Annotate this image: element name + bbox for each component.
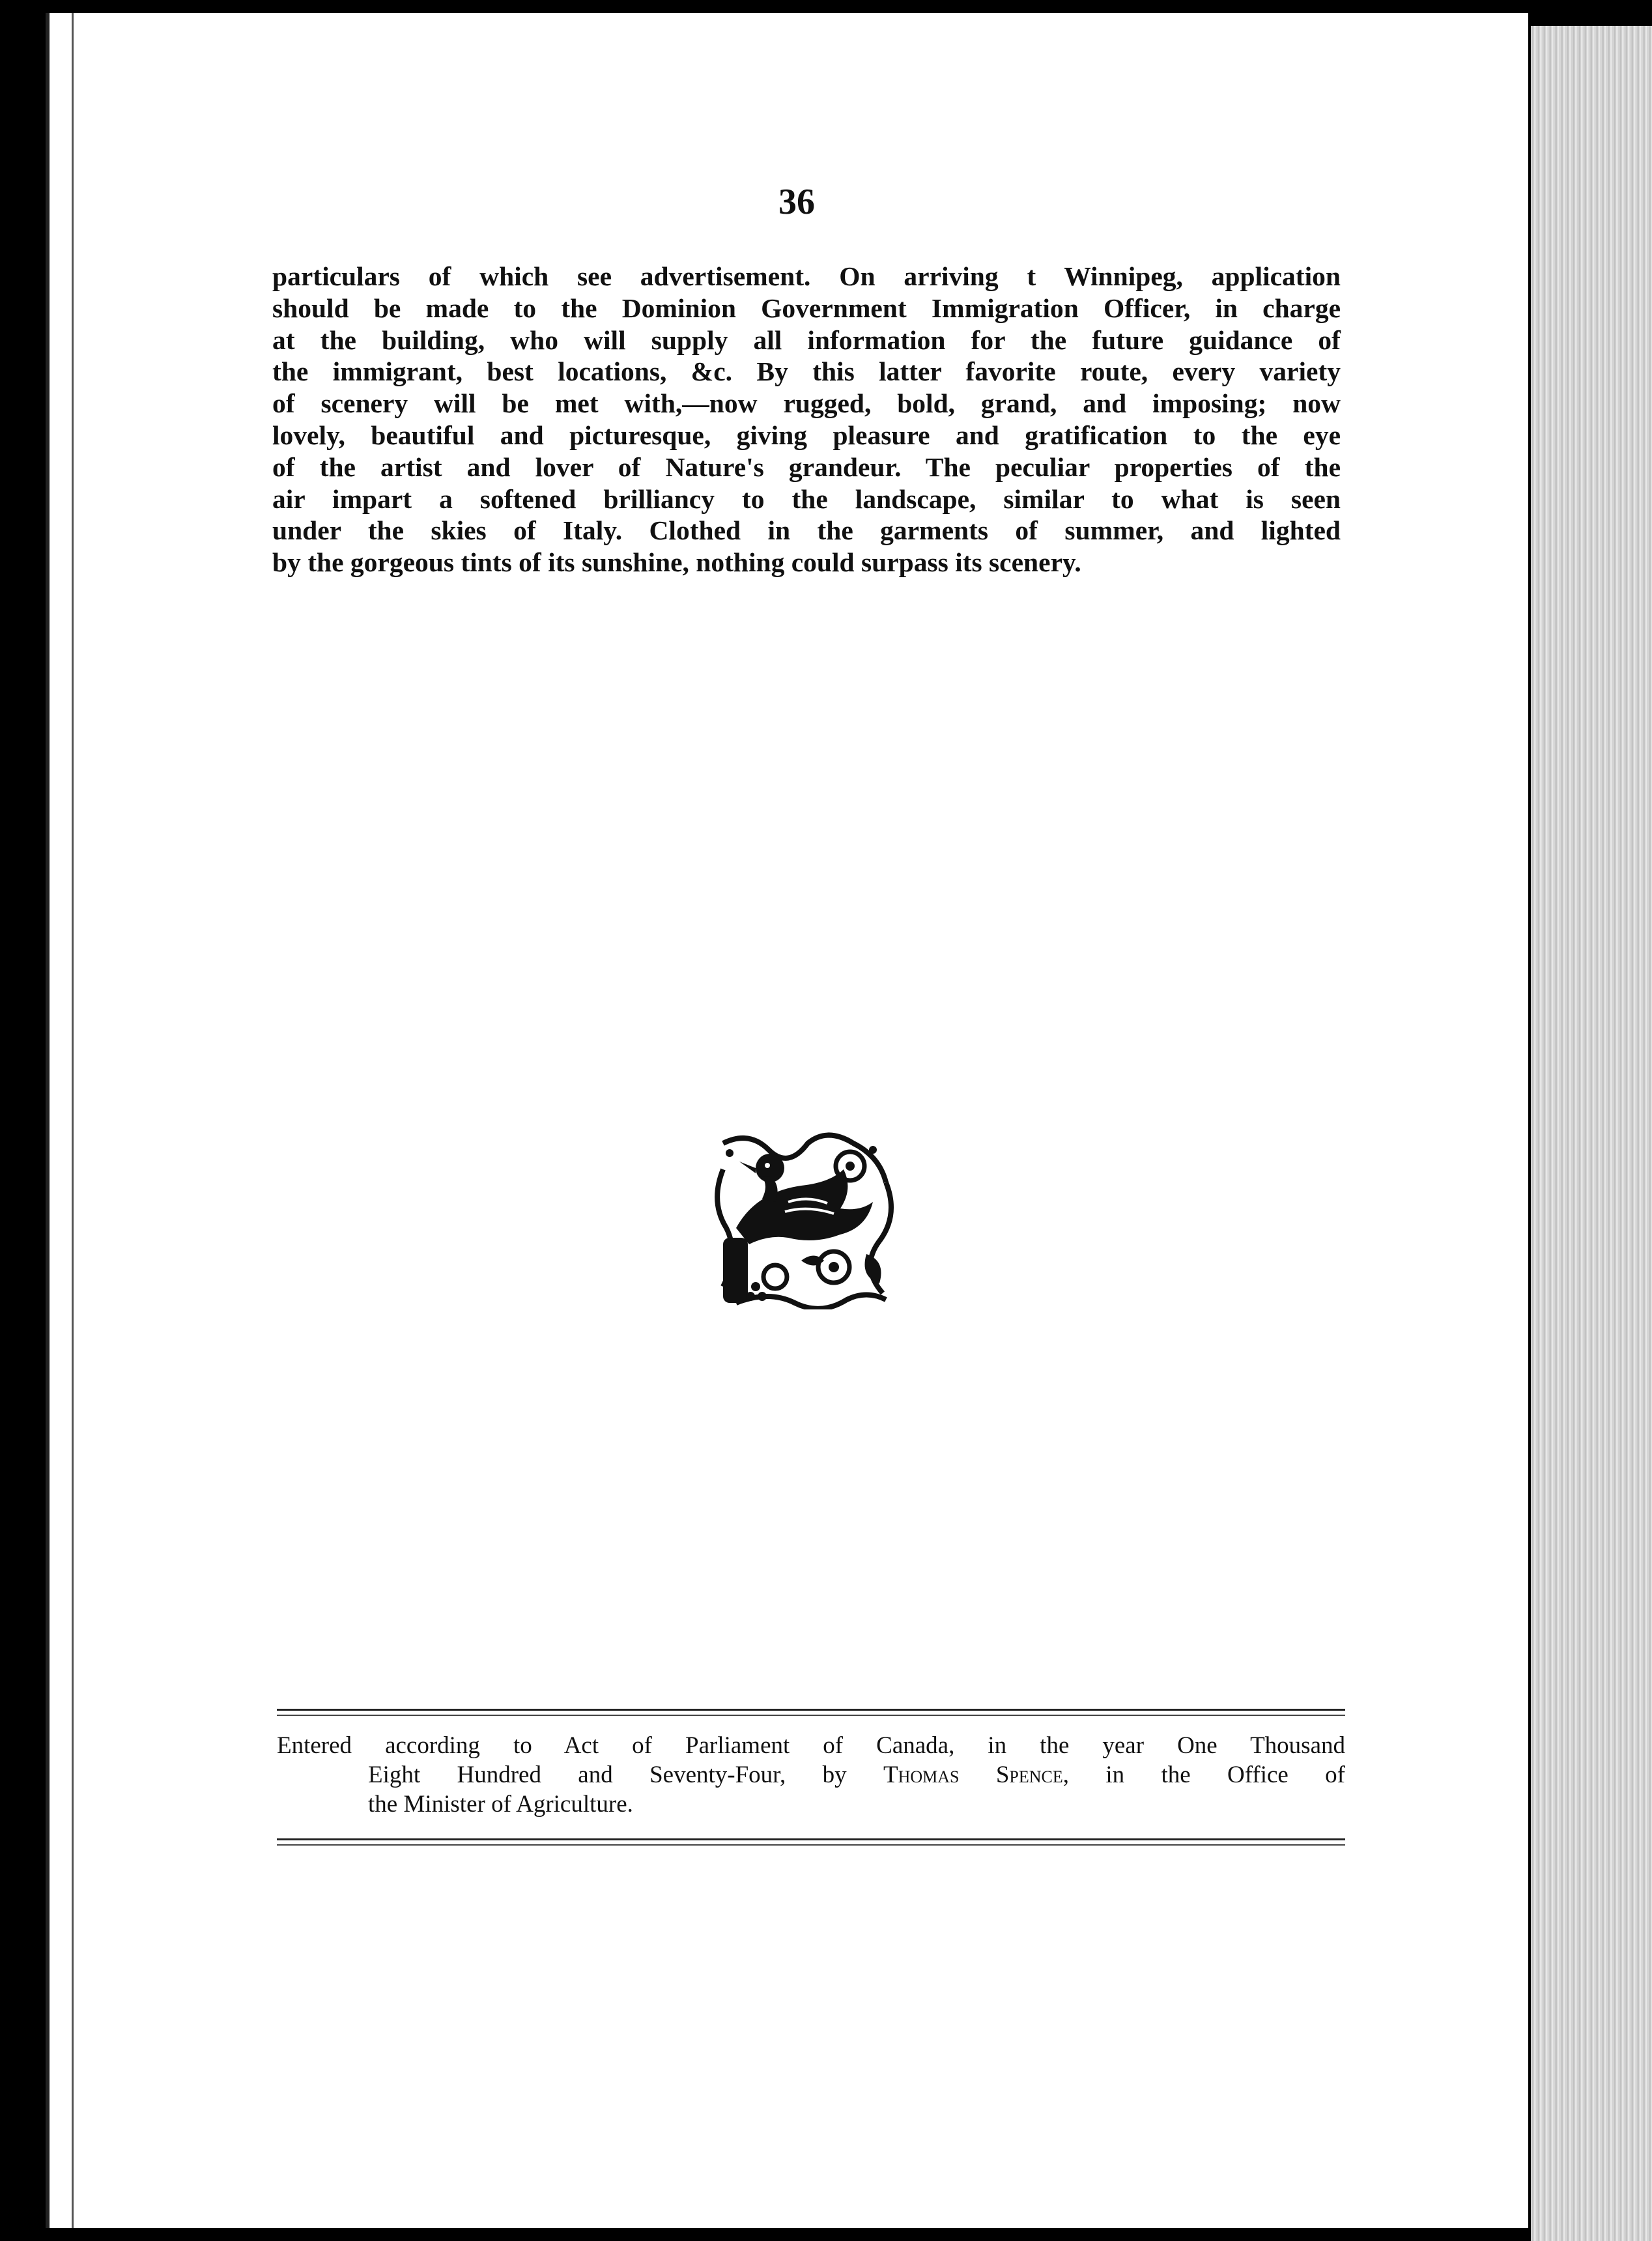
top-double-rule (277, 1709, 1345, 1720)
copyright-line: the Minister of Agriculture. (368, 1791, 633, 1818)
rule-line (277, 1709, 1345, 1711)
body-line: at the building, who will supply all information for the future guidance of (272, 324, 1341, 355)
page-number: 36 (778, 182, 815, 222)
rule-line (277, 1715, 1345, 1716)
body-line: by the gorgeous tints of its sunshine, nothing could surpass its scenery. (272, 547, 1081, 578)
bird-floral-ornament-icon (710, 1130, 899, 1309)
body-line: under the skies of Italy. Clothed in the garments of summer, and lighted (272, 515, 1341, 546)
rule-line (277, 1838, 1345, 1840)
body-line: lovely, beautiful and picturesque, giving pleasure and gratification to the eye (272, 420, 1341, 450)
scan-right-edge (1531, 26, 1652, 2241)
copyright-text: , in the Office of (1062, 1762, 1345, 1788)
copyright-line: Entered according to Act of Parliament of Canada, in the year One Thousand (277, 1732, 1345, 1759)
page-edge-line (72, 13, 74, 2228)
body-line: of scenery will be met with,—now rugged, bold, grand, and imposing; now (272, 388, 1341, 419)
body-line: the immigrant, best locations, &c. By this latter favorite route, every variety (272, 356, 1341, 387)
body-line: air impart a softened brilliancy to the landscape, similar to what is seen (272, 483, 1341, 514)
body-line: particulars of which see advertisement. On arriving t Winnipeg, application (272, 261, 1341, 291)
copyright-line (277, 1760, 1345, 1790)
copyright-text: Eight Hundred and Seventy-Four, by (368, 1762, 883, 1788)
body-line: should be made to the Dominion Government Immigration Officer, in charge (272, 293, 1341, 323)
bottom-double-rule (277, 1838, 1345, 1849)
copyright-notice (277, 1731, 1345, 1819)
body-paragraph (272, 261, 1341, 578)
copyright-author: Thomas Spence (883, 1762, 1063, 1788)
scan-top-border (0, 0, 1652, 14)
body-line: of the artist and lover of Nature's grandeur. The peculiar properties of the (272, 451, 1341, 482)
rule-line (277, 1844, 1345, 1846)
